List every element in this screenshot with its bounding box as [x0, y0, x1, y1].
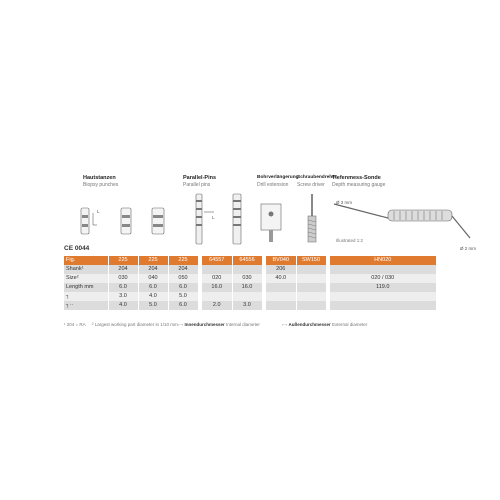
table-cell: HN020 [330, 256, 436, 265]
table-cell: 040 [138, 274, 168, 283]
table-cell: 40.0 [266, 274, 296, 283]
table-cell: 204 [168, 265, 198, 274]
table-cell [296, 292, 326, 301]
table-cell: 6.0 [168, 283, 198, 292]
group-subtitle-biopsy: Biopsy punches [83, 182, 119, 188]
table-cell: 206 [266, 265, 296, 274]
table-row [64, 274, 436, 283]
biopsy-punch-030-illustration [78, 205, 108, 245]
table-cell: SW150 [296, 256, 326, 265]
table-cell [330, 265, 436, 274]
table-cell: 020 / 030 [330, 274, 436, 283]
parallel-pin-64557-illustration [192, 190, 220, 250]
table-cell: 3.0 [232, 301, 262, 310]
length-mark-pins: L [212, 215, 215, 220]
table-cell: 119.0 [330, 283, 436, 292]
spec-table [64, 256, 437, 310]
group-title-drill-extension: Bohrverlängerung [257, 175, 299, 180]
table-cell [296, 274, 326, 283]
table-cell: 2.0 [202, 301, 232, 310]
inner-diameter-en: Internal diameter [226, 322, 260, 327]
group-title-screw-driver: Schraubendreher [297, 175, 337, 180]
table-cell [202, 292, 232, 301]
footnote-size: ² Largest working part diameter in 1/10 mm [92, 322, 178, 327]
table-header-row [64, 256, 436, 265]
diameter-2mm-label: Ø 2 mm [460, 246, 477, 251]
bracket-icon: ⌐¬ [178, 322, 185, 327]
biopsy-punch-050-illustration [150, 205, 170, 245]
table-cell: 6.0 [168, 301, 198, 310]
table-row [64, 283, 436, 292]
footnote-outer-diameter [282, 322, 367, 327]
table-cell [266, 292, 296, 301]
table-row [64, 292, 436, 301]
ce-mark: CE 0044 [64, 245, 90, 252]
table-row [64, 301, 436, 310]
row-label: Fig. [64, 256, 108, 265]
group-title-depth-gauge: Tiefenmess-Sonde [332, 175, 381, 181]
table-cell: 030 [108, 274, 138, 283]
parallel-pin-64556-illustration [230, 190, 246, 250]
table-cell [266, 301, 296, 310]
table-cell: 6.0 [108, 283, 138, 292]
group-subtitle-parallel-pins: Parallel pins [183, 182, 211, 188]
table-cell: 225 [168, 256, 198, 265]
table-cell: 020 [202, 274, 232, 283]
table-cell [266, 283, 296, 292]
table-cell: 204 [138, 265, 168, 274]
row-label: ┐ [64, 292, 108, 301]
group-subtitle-drill-extension: Drill extension [257, 182, 289, 188]
table-cell [232, 265, 262, 274]
table-cell: 225 [108, 256, 138, 265]
table-cell: 64557 [202, 256, 232, 265]
table-cell [330, 292, 436, 301]
screw-driver-illustration [304, 192, 322, 252]
outer-diameter-de: Außendurchmesser [288, 322, 331, 327]
illustration-scale-note: Illustrated 1:2 [336, 238, 364, 243]
table-cell: 3.0 [108, 292, 138, 301]
bracket-icon: ⌐¬ [282, 322, 289, 327]
biopsy-punch-040-illustration [118, 205, 138, 245]
table-cell: 225 [138, 256, 168, 265]
group-title-biopsy: Hautstanzen [83, 175, 116, 181]
table-cell: 5.0 [168, 292, 198, 301]
table-cell [296, 301, 326, 310]
table-cell: 204 [108, 265, 138, 274]
diameter-3mm-label: Ø 3 mm [336, 200, 353, 205]
group-subtitle-screw-driver: Screw driver [297, 182, 325, 188]
group-title-parallel-pins: Parallel-Pins [183, 175, 217, 181]
inner-diameter-de: Innendurchmesser [184, 322, 225, 327]
table-cell [202, 265, 232, 274]
table-cell: 030 [232, 274, 262, 283]
row-label: Shank¹ [64, 265, 108, 274]
table-cell: 4.0 [108, 301, 138, 310]
table-cell: 16.0 [232, 283, 262, 292]
table-cell [296, 283, 326, 292]
table-cell [232, 292, 262, 301]
table-cell: 4.0 [138, 292, 168, 301]
table-cell: 5.0 [138, 301, 168, 310]
table-cell: 64556 [232, 256, 262, 265]
table-cell: 050 [168, 274, 198, 283]
row-label: Size² [64, 274, 108, 283]
outer-diameter-en: External diameter [332, 322, 368, 327]
table-cell [330, 301, 436, 310]
table-cell [296, 265, 326, 274]
drill-extension-illustration [258, 200, 286, 246]
table-cell: 16.0 [202, 283, 232, 292]
row-label: ┐·· [64, 301, 108, 310]
length-mark: L [97, 209, 100, 214]
row-label: Length mm [64, 283, 108, 292]
group-subtitle-depth-gauge: Depth measuring gauge [332, 182, 386, 188]
table-row [64, 265, 436, 274]
table-cell: 6.0 [138, 283, 168, 292]
table-cell: BV040 [266, 256, 296, 265]
footnote-shank: ¹ 204 = RA [64, 322, 86, 327]
footnote-inner-diameter [178, 322, 260, 327]
